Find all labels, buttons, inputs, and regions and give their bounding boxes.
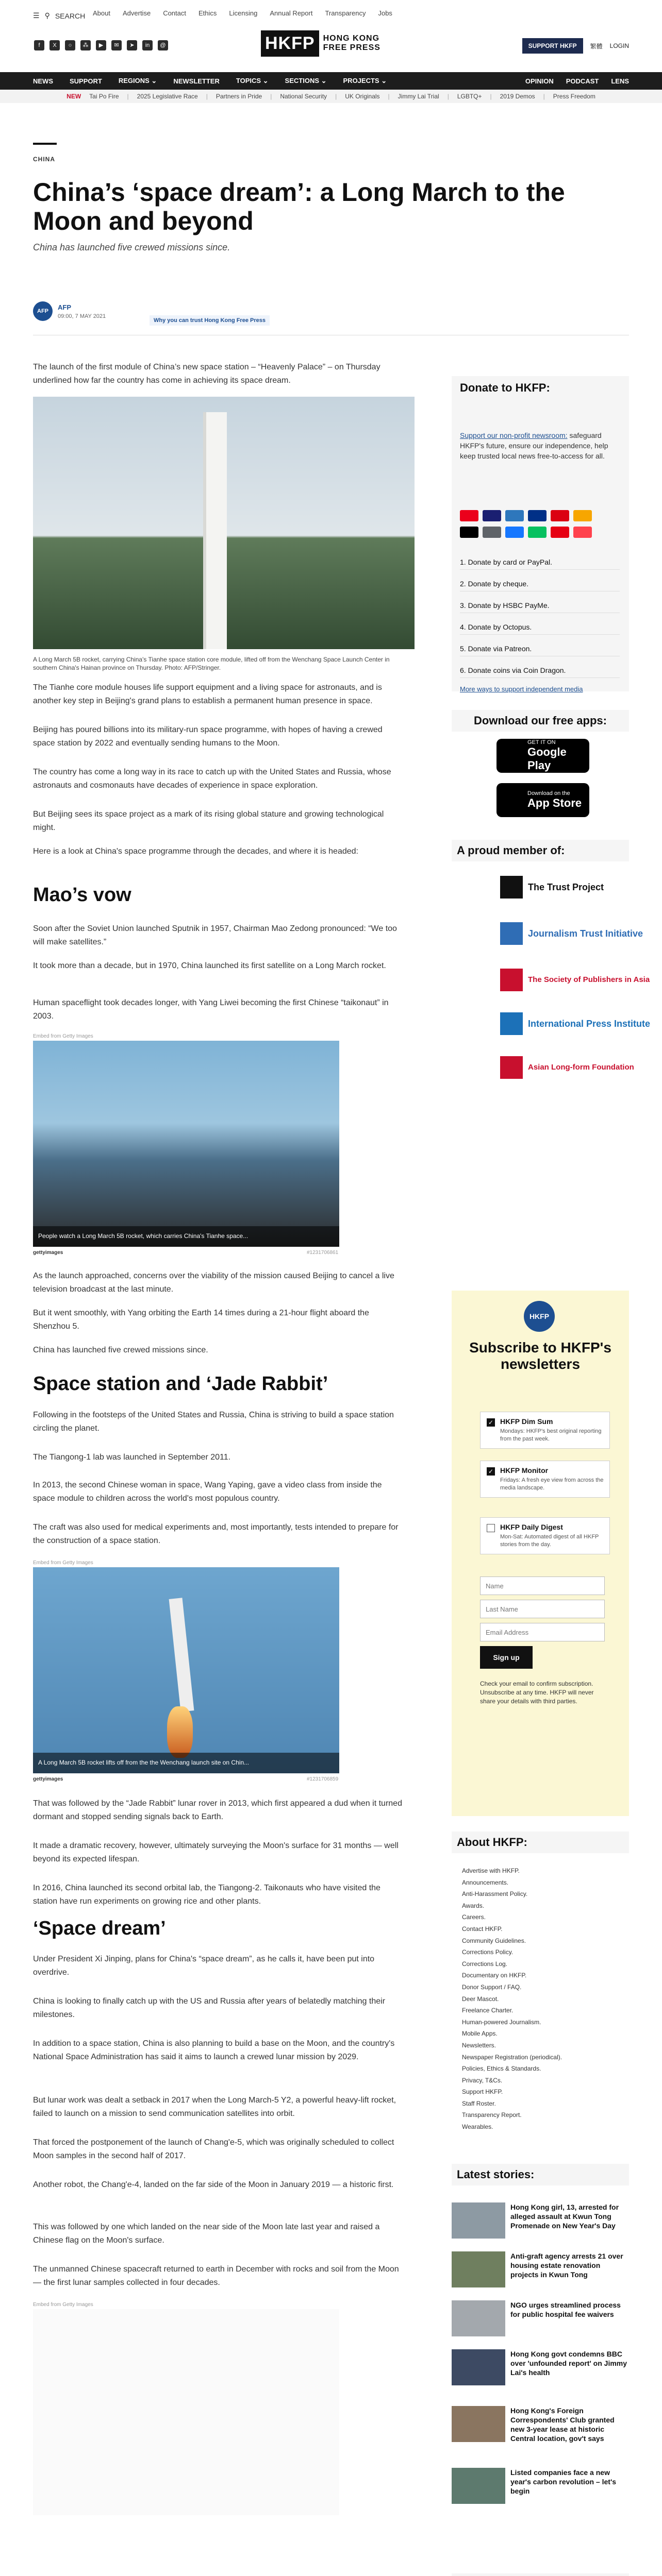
first-name-input[interactable]: Name	[480, 1577, 605, 1595]
getty-id: #1231706859	[307, 1776, 339, 1782]
checkbox-checked-icon[interactable]: ✓	[487, 1467, 495, 1476]
donate-title: Donate to HKFP:	[460, 381, 550, 394]
about-link[interactable]: Awards.	[462, 1902, 485, 1909]
section-heading: ‘Space dream’	[33, 1918, 166, 1939]
getty-image-crowd[interactable]	[33, 1041, 339, 1247]
story-title[interactable]: Anti-graft agency arrests 21 over housing estate renovation projects in Kwun Tong	[510, 2252, 623, 2279]
newsletter-logo: HKFP	[524, 1301, 555, 1332]
paragraph: It took more than a decade, but in 1970, China launched its first satellite on a Long March rocket.	[33, 961, 386, 970]
social-links	[34, 40, 168, 50]
about-link[interactable]: Privacy, T&Cs.	[462, 2076, 503, 2084]
story-title[interactable]: Hong Kong girl, 13, arrested for alleged assault at Kwun Tong Promenade on New Year's Day	[510, 2203, 619, 2230]
paragraph: The launch of the first module of China’s new space station – “Heavenly Palace” – on Thursday underlined how far the country has come in achieving its space dream.	[33, 363, 380, 385]
option-title: HKFP Dim Sum	[500, 1417, 553, 1426]
paragraph: In 2013, the second Chinese woman in space, Wang Yaping, gave a video class from inside the space module to children across the world's most populous country.	[33, 1481, 382, 1503]
nav-news[interactable]: NEWS	[33, 77, 53, 85]
getty-caption: A Long March 5B rocket lifts off from the the Wenchang launch site on Chin...	[38, 1759, 250, 1766]
trending-link[interactable]: LGBTQ+	[457, 93, 482, 100]
member-jti[interactable]: Journalism Trust Initiative	[500, 922, 643, 945]
about-link[interactable]: Wearables.	[462, 2123, 493, 2131]
paragraph: In addition to a space station, China is also planning to build a base on the Moon, and the country's National Space Administration has said it aims to launch a crewed lunar mission by 2029.	[33, 2039, 395, 2061]
top-link-contact[interactable]: Contact	[163, 9, 186, 17]
member-sopa[interactable]: The Society of Publishers in Asia	[500, 969, 650, 991]
member-asian-longform[interactable]: Asian Long-form Foundation	[500, 1056, 634, 1079]
story-thumbnail[interactable]	[452, 2300, 505, 2336]
latest-story[interactable]	[452, 2251, 629, 2287]
about-link[interactable]: Newspaper Registration (periodical).	[462, 2053, 562, 2061]
option-title: HKFP Monitor	[500, 1466, 549, 1475]
top-links	[93, 9, 392, 17]
applepay-icon	[460, 527, 478, 538]
paragraph: Another robot, the Chang'e-4, landed on the far side of the Moon in January 2019 — a historic first.	[33, 2180, 394, 2189]
login-link[interactable]: LOGIN	[609, 42, 629, 49]
newsletter-option-monitor[interactable]	[480, 1461, 610, 1498]
about-link[interactable]: Freelance Charter.	[462, 2007, 514, 2014]
about-link[interactable]: Transparency Report.	[462, 2111, 522, 2119]
about-link[interactable]: Donor Support / FAQ.	[462, 1983, 522, 1991]
story-thumbnail[interactable]	[452, 2468, 505, 2504]
visa-icon	[483, 510, 501, 521]
newsletter-title: Subscribe to HKFP's newsletters	[469, 1340, 611, 1372]
asian-longform-logo	[500, 1056, 523, 1079]
story-thumbnail[interactable]	[452, 2202, 505, 2239]
ipi-logo	[500, 1012, 523, 1035]
google-play-small: GET IT ON	[527, 739, 556, 745]
nav-regions[interactable]: REGIONS ⌄	[118, 77, 157, 84]
donate-option[interactable]: 4. Donate by Octopus.	[460, 619, 620, 635]
paragraph: In 2016, China launched its second orbital lab, the Tiangong-2. Taikonauts who have visited the station have run experiments on growing rice and other plants.	[33, 1884, 380, 1906]
search-label: SEARCH	[55, 11, 86, 20]
sopa-logo	[500, 969, 523, 991]
about-link[interactable]: Policies, Ethics & Standards.	[462, 2065, 541, 2073]
about-link[interactable]: Deer Mascot.	[462, 1995, 499, 2003]
newsletter-disclaimer: Check your email to confirm subscription. Unsubscribe at any time. HKFP will never share your details with third parties.	[480, 1680, 594, 1705]
rocket-flame	[167, 1706, 193, 1758]
about-link[interactable]: Documentary on HKFP.	[462, 1972, 527, 1979]
email-input[interactable]: Email Address	[480, 1623, 605, 1641]
nav-projects[interactable]: PROJECTS ⌄	[343, 77, 387, 84]
section-heading: Space station and ‘Jade Rabbit’	[33, 1373, 328, 1395]
nav-lens[interactable]: LENS	[611, 77, 629, 85]
twitter-icon[interactable]: X	[49, 40, 60, 50]
google-play-button[interactable]	[496, 739, 589, 773]
rocket-illustration	[169, 1598, 194, 1712]
paragraph: Human spaceflight took decades longer, with Yang Liwei becoming the first Chinese “taikonaut” in 2003.	[33, 998, 389, 1021]
donate-option[interactable]: 3. Donate by HSBC PayMe.	[460, 598, 620, 613]
trending-link[interactable]: Press Freedom	[553, 93, 595, 100]
donate-option[interactable]: 1. Donate by card or PayPal.	[460, 554, 620, 570]
newsletter-option-dimsum[interactable]	[480, 1412, 610, 1449]
about-link[interactable]: Mobile Apps.	[462, 2030, 498, 2038]
getty-logo[interactable]: gettyimages	[33, 1776, 63, 1782]
header-actions	[522, 38, 629, 54]
new-label: NEW	[67, 93, 81, 100]
search-icon: ⚲	[44, 11, 50, 20]
about-link[interactable]: Careers.	[462, 1913, 486, 1921]
trust-project-logo	[500, 876, 523, 899]
linkedin-icon[interactable]: in	[142, 40, 153, 50]
paragraph: That was followed by the “Jade Rabbit” lunar rover in 2013, which first appeared a dud when it turned dormant and stopped sending signals back to Earth.	[33, 1799, 402, 1821]
nav-sections[interactable]: SECTIONS ⌄	[285, 77, 327, 84]
article-headline: China’s ‘space dream’: a Long March to the Moon and beyond	[33, 178, 565, 235]
patreon-icon	[573, 527, 592, 538]
top-link-annual-report[interactable]: Annual Report	[270, 9, 313, 17]
checkbox-checked-icon[interactable]: ✓	[487, 1418, 495, 1427]
paragraph: The Tianhe core module houses life support equipment and a living space for astronauts, and is another key step in Beijing's grand plans to establish a permanent human presence in space.	[33, 683, 382, 705]
about-link[interactable]: Corrections Policy.	[462, 1948, 514, 1956]
payment-methods-2	[460, 527, 592, 538]
more-ways-link[interactable]: More ways to support independent media	[460, 685, 583, 693]
site-logo[interactable]	[261, 29, 395, 58]
nav-topics[interactable]: TOPICS ⌄	[236, 77, 269, 84]
paragraph: Beijing has poured billions into its military-run space programme, with hopes of having a crewed space station by 2022 and eventually sending humans to the Moon.	[33, 725, 383, 748]
paragraph: It made a dramatic recovery, however, ultimately surveying the Moon's surface for 31 months — well beyond its expected lifespan.	[33, 1841, 399, 1863]
about-link[interactable]: Corrections Log.	[462, 1960, 508, 1968]
about-link[interactable]: Newsletters.	[462, 2041, 496, 2049]
nav-newsletter[interactable]: NEWSLETTER	[173, 77, 220, 85]
telegram-icon[interactable]: ➤	[127, 40, 137, 50]
about-link[interactable]: Community Guidelines.	[462, 1937, 526, 1944]
getty-caption: People watch a Long March 5B rocket, which carries China's Tianhe space...	[38, 1232, 249, 1240]
trending-link[interactable]: Partners in Pride	[216, 93, 262, 100]
paragraph: Following in the footsteps of the United States and Russia, China is striving to build a space station circling the planet.	[33, 1411, 394, 1433]
rss-icon[interactable]: ⁂	[80, 40, 91, 50]
story-thumbnail[interactable]	[452, 2349, 505, 2385]
payme-icon	[551, 510, 569, 521]
member-ipi[interactable]: International Press Institute	[500, 1012, 650, 1035]
facebook-icon[interactable]: f	[34, 40, 44, 50]
wechatpay-icon	[528, 527, 547, 538]
option-desc: Fridays: A fresh eye view from across the media landscape.	[500, 1477, 604, 1491]
paragraph: China is looking to finally catch up with the US and Russia after years of belatedly matching their milestones.	[33, 1997, 386, 2019]
site-header	[0, 0, 662, 72]
story-title[interactable]: Listed companies face a new year's carbon revolution – let's begin	[510, 2468, 617, 2495]
about-link[interactable]: Anti-Harassment Policy.	[462, 1890, 528, 1898]
trending-link[interactable]: 2019 Demos	[500, 93, 535, 100]
trending-link[interactable]: 2025 Legislative Race	[137, 93, 198, 100]
newsletter-option-digest[interactable]	[480, 1517, 610, 1554]
app-store-button[interactable]	[496, 783, 589, 817]
paragraph: China has launched five crewed missions since.	[33, 1346, 208, 1354]
paragraph: As the launch approached, concerns over the viability of the mission caused Beijing to cancel a live television broadcast at the last minute.	[33, 1272, 394, 1294]
donate-text: safeguard HKFP's future, ensure our independence, help keep trusted local news free-to-access for all.	[460, 431, 608, 460]
about-title: About HKFP:	[452, 1832, 629, 1853]
about-links	[462, 1865, 611, 2133]
alipay-icon	[505, 527, 524, 538]
rocket-illustration	[203, 412, 227, 649]
apps-title: Download our free apps:	[452, 710, 629, 732]
donate-link[interactable]: Support our non-profit newsroom:	[460, 431, 568, 439]
paragraph: The Tiangong-1 lab was launched in September 2011.	[33, 1453, 231, 1462]
about-link[interactable]: Support HKFP.	[462, 2088, 503, 2096]
donate-option[interactable]: 2. Donate by cheque.	[460, 576, 620, 591]
members-title: A proud member of:	[452, 840, 629, 861]
paragraph: But lunar work was dealt a setback in 2017 when the Long March-5 Y2, a powerful heavy-lift rocket, failed to launch on a mission to send communication satellites into orbit.	[33, 2096, 396, 2118]
getty-embed-placeholder[interactable]	[33, 2309, 339, 2515]
amex-icon	[505, 510, 524, 521]
kicker-rule	[33, 143, 57, 145]
article-dek: China has launched five crewed missions since.	[33, 242, 230, 252]
article-category[interactable]: CHINA	[33, 156, 55, 163]
paragraph: Soon after the Soviet Union launched Sputnik in 1957, Chairman Mao Zedong pronounced: “We too will make satellites.”	[33, 924, 397, 946]
embed-credit: Embed from Getty Images	[33, 2302, 93, 2308]
google-play-big: Google Play	[527, 745, 567, 772]
email-icon[interactable]: ✉	[111, 40, 122, 50]
story-thumbnail[interactable]	[452, 2251, 505, 2287]
checkbox-unchecked-icon[interactable]	[487, 1524, 495, 1532]
publish-date: 09:00, 7 MAY 2021	[58, 313, 106, 319]
app-store-big: App Store	[527, 796, 582, 809]
octopus-icon	[573, 510, 592, 521]
nav-podcast[interactable]: PODCAST	[566, 77, 599, 85]
paragraph: The unmanned Chinese spacecraft returned to earth in December with rocks and soil from the Moon — the first lunar samples collected in four decades.	[33, 2265, 399, 2287]
hero-caption: A Long March 5B rocket, carrying China's Tianhe space station core module, lifted off from the Wenchang Space Launch Center in southern China's Hainan province on Thursday. Photo: AFP/Stringer.	[33, 656, 390, 671]
paragraph: Here is a look at China's space programme through the decades, and where it is headed:	[33, 847, 358, 856]
trending-link[interactable]: UK Originals	[345, 93, 380, 100]
features-title	[452, 2573, 629, 2576]
paragraph: But Beijing sees its space project as a mark of its rising global stature and growing technological might.	[33, 810, 384, 832]
main-nav	[0, 72, 662, 90]
logo-text: HONG KONG FREE PRESS	[323, 34, 380, 52]
paragraph: That forced the postponement of the launch of Chang'e-5, which was originally scheduled to collect Moon samples in the second half of 2017.	[33, 2138, 394, 2160]
latest-title: Latest stories:	[452, 2164, 629, 2185]
getty-logo[interactable]: gettyimages	[33, 1250, 63, 1256]
option-title: HKFP Daily Digest	[500, 1523, 563, 1531]
option-desc: Mon-Sat: Automated digest of all HKFP stories from the day.	[500, 1534, 599, 1548]
paragraph: This was followed by one which landed on the near side of the Moon late last year and raised a Chinese flag on the Moon's surface.	[33, 2223, 380, 2245]
about-link[interactable]: Announcements.	[462, 1878, 509, 1886]
nav-support[interactable]: SUPPORT	[70, 77, 102, 85]
latest-story[interactable]	[452, 2300, 629, 2336]
top-link-jobs[interactable]: Jobs	[378, 9, 392, 17]
paragraph: But it went smoothly, with Yang orbiting the Earth 14 times during a 21-hour flight aboard the Shenzhou 5.	[33, 1309, 369, 1331]
embed-credit: Embed from Getty Images	[33, 1560, 93, 1566]
logo-mark: HKFP	[261, 30, 319, 57]
donate-option[interactable]: 5. Donate via Patreon.	[460, 641, 620, 656]
about-link[interactable]: Staff Roster.	[462, 2099, 496, 2107]
menu-icon: ☰	[33, 11, 40, 20]
latest-story[interactable]	[452, 2202, 629, 2239]
trending-link[interactable]: National Security	[280, 93, 327, 100]
getty-id: #1231706861	[307, 1250, 339, 1256]
author-name[interactable]: AFP	[58, 303, 71, 311]
payment-methods	[460, 510, 592, 521]
section-heading: Mao’s vow	[33, 884, 131, 906]
paragraph: The country has come a long way in its race to catch up with the United States and Russia, whose astronauts and cosmonauts have decades of experience in space exploration.	[33, 768, 391, 790]
threads-icon[interactable]: @	[158, 40, 168, 50]
googlepay-icon	[483, 527, 501, 538]
byline	[33, 301, 106, 321]
jti-logo	[500, 922, 523, 945]
latest-story[interactable]	[452, 2349, 629, 2385]
top-link-ethics[interactable]: Ethics	[198, 9, 217, 17]
signup-button[interactable]: Sign up	[480, 1646, 533, 1669]
paragraph: The craft was also used for medical experiments and, most importantly, tests intended to prepare for the construction of a space station.	[33, 1523, 399, 1545]
paypal-icon	[528, 510, 547, 521]
hero-image	[33, 397, 415, 649]
support-button[interactable]: SUPPORT HKFP	[522, 38, 583, 54]
mastercard-icon	[460, 510, 478, 521]
donate-description	[460, 430, 620, 461]
about-link[interactable]: Human-powered Journalism.	[462, 2018, 541, 2026]
language-switch[interactable]: 繁體	[590, 42, 603, 50]
about-link[interactable]: Advertise with HKFP.	[462, 1867, 520, 1874]
youtube-icon[interactable]: ▶	[96, 40, 106, 50]
author-avatar[interactable]: AFP	[33, 301, 53, 321]
story-thumbnail[interactable]	[452, 2406, 505, 2442]
top-link-transparency[interactable]: Transparency	[325, 9, 366, 17]
app-store-small: Download on the	[527, 790, 570, 796]
donate-option[interactable]: 6. Donate coins via Coin Dragon.	[460, 663, 620, 678]
story-title[interactable]: NGO urges streamlined process for public hospital fee waivers	[510, 2301, 621, 2318]
embed-credit: Embed from Getty Images	[33, 1033, 93, 1039]
fps-icon	[551, 527, 569, 538]
nav-opinion[interactable]: OPINION	[525, 77, 554, 85]
getty-image-launch[interactable]	[33, 1567, 339, 1773]
paragraph: Under President Xi Jinping, plans for China's “space dream”, as he calls it, have been put into overdrive.	[33, 1955, 375, 1977]
top-link-advertise[interactable]: Advertise	[122, 9, 151, 17]
top-link-about[interactable]: About	[93, 9, 110, 17]
instagram-icon[interactable]: ○	[65, 40, 75, 50]
option-desc: Mondays: HKFP's best original reporting from the past week.	[500, 1428, 602, 1442]
trending-link[interactable]: Tai Po Fire	[89, 93, 119, 100]
about-link[interactable]: Contact HKFP.	[462, 1925, 503, 1933]
member-trust-project[interactable]: The Trust Project	[500, 876, 604, 899]
last-name-input[interactable]: Last Name	[480, 1600, 605, 1618]
story-title[interactable]: Hong Kong govt condemns BBC over 'unfounded report' on Jimmy Lai's health	[510, 2350, 627, 2377]
trending-bar: NEW Tai Po Fire | 2025 Legislative Race | Partners in Pride | National Security | UK Originals | Jimmy Lai Trial | LGBTQ+ | 2019 Demos | Press Freedom	[0, 90, 662, 103]
story-title[interactable]: Hong Kong's Foreign Correspondents' Club granted new 3-year lease at historic Central location, gov't says	[510, 2406, 615, 2443]
latest-story[interactable]	[452, 2468, 629, 2504]
latest-story[interactable]	[452, 2406, 629, 2442]
trust-badge[interactable]: Why you can trust Hong Kong Free Press	[150, 315, 270, 326]
trending-link[interactable]: Jimmy Lai Trial	[398, 93, 439, 100]
search-button[interactable]	[33, 11, 85, 20]
top-link-licensing[interactable]: Licensing	[229, 9, 258, 17]
